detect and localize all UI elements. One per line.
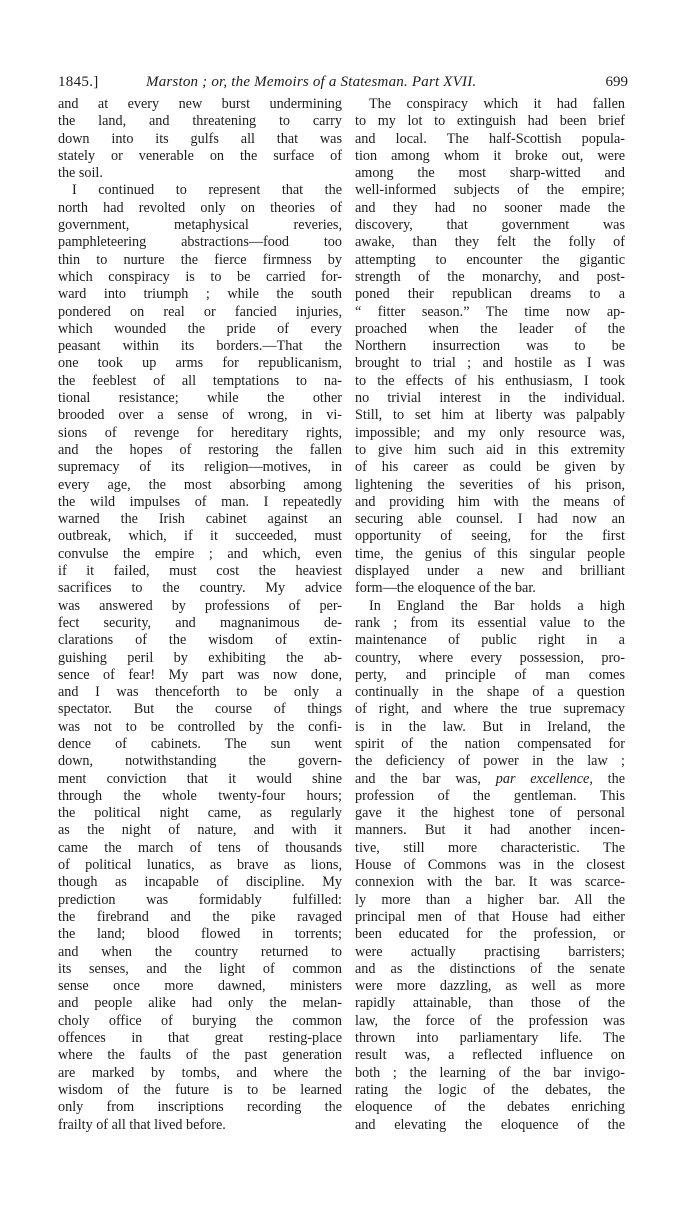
right-text-column: [355, 96, 625, 1134]
text-line: frailty of all that lived before.: [58, 1116, 226, 1133]
text-line: and the hopes of restoring the fallen: [58, 441, 342, 458]
header-year: 1845.]: [58, 74, 99, 90]
text-line: clarations of the wisdom of extin-: [58, 632, 342, 649]
text-line: and they had no sooner made the: [355, 199, 625, 216]
text-line: warned the Irish cabinet against an: [58, 511, 342, 528]
text-line: lightening the severities of his prison,: [355, 476, 625, 493]
text-line: the land, and threatening to carry: [58, 113, 342, 130]
text-line: connexion with the bar. It was scarce-: [355, 874, 625, 891]
text-line: pondered on real or fancied injuries,: [58, 303, 342, 320]
text-line: maintenance of public right in a: [355, 632, 625, 649]
text-line: were actually practising barristers;: [355, 943, 625, 960]
text-line: to give him such aid in this extremity: [355, 441, 625, 458]
text-line: and elevating the eloquence of the: [355, 1116, 625, 1133]
text-line: down into its gulfs all that was: [58, 130, 342, 147]
text-line: result was, a reflected influence on: [355, 1047, 625, 1064]
text-line: the deficiency of power in the law ;: [355, 753, 625, 770]
text-line: spirit of the nation compensated for: [355, 735, 625, 752]
text-line: the land; blood flowed in torrents;: [58, 926, 342, 943]
text-line: continually in the shape of a question: [355, 684, 625, 701]
text-line: its senses, and the light of common: [58, 960, 342, 977]
text-line: profession of the gentleman. This: [355, 787, 625, 804]
text-line: attempting to encounter the gigantic: [355, 251, 625, 268]
text-line: thrown into parliamentary life. The: [355, 1030, 625, 1047]
text-line: the wild impulses of man. I repeatedly: [58, 493, 342, 510]
text-line: thin to nurture the fierce firmness by: [58, 251, 342, 268]
text-line: if it failed, must cost the heaviest: [58, 563, 342, 580]
text-line: to my lot to extinguish had been brief: [355, 113, 625, 130]
text-line: both ; the learning of the bar invigo-: [355, 1064, 625, 1081]
text-line: choly office of burying the common: [58, 1012, 342, 1029]
text-line: I continued to represent that the: [72, 182, 342, 199]
text-line: and people alike had only the melan-: [58, 995, 342, 1012]
text-line: securing able counsel. I had now an: [355, 511, 625, 528]
text-line: tive, still more characteristic. The: [355, 839, 625, 856]
text-line: and local. The half-Scottish popula-: [355, 130, 625, 147]
text-line: of right, and where the true supremacy: [355, 701, 625, 718]
text-line: ly more than a higher bar. All the: [355, 891, 625, 908]
text-line: is in the law. But in Ireland, the: [355, 718, 625, 735]
text-line: opportunity of seeing, for the first: [355, 528, 625, 545]
text-line: Northern insurrection was to be: [355, 338, 625, 355]
text-line: outbreak, which, if it succeeded, must: [58, 528, 342, 545]
text-line: only from inscriptions recording the: [58, 1099, 342, 1116]
text-line: and providing him with the means of: [355, 493, 625, 510]
text-line: pamphleteering abstractions—food too: [58, 234, 342, 251]
text-line: law, the force of the profession was: [355, 1012, 625, 1029]
text-line: government, metaphysical reveries,: [58, 217, 342, 234]
text-line: ward into triumph ; while the south: [58, 286, 342, 303]
text-line: poned their republican dreams to a: [355, 286, 625, 303]
text-line: “ fitter season.” The time now ap-: [355, 303, 625, 320]
text-line: convulse the empire ; and which, even: [58, 545, 342, 562]
text-line: the feeblest of all temptations to na-: [58, 372, 342, 389]
text-line: though as incapable of discipline. My: [58, 874, 342, 891]
text-line: and the bar was, par excellence, the: [355, 770, 625, 787]
text-line: through the whole twenty-four hours;: [58, 787, 342, 804]
text-line: the political night came, as regularly: [58, 805, 342, 822]
text-line: offences in that great resting-place: [58, 1030, 342, 1047]
text-line: Still, to set him at liberty was palpably: [355, 407, 625, 424]
text-line: awake, than they felt the folly of: [355, 234, 625, 251]
text-line: peasant within its borders.—That the: [58, 338, 342, 355]
text-line: where the faults of the past generation: [58, 1047, 342, 1064]
text-line: gave it the highest tone of personal: [355, 805, 625, 822]
page-number: 699: [605, 74, 628, 90]
text-line: impossible; and my only resource was,: [355, 424, 625, 441]
text-line: displayed under a new and brilliant: [355, 563, 625, 580]
text-line: brooded over a sense of wrong, in vi-: [58, 407, 342, 424]
text-line: House of Commons was in the closest: [355, 857, 625, 874]
text-line: discovery, that government was: [355, 217, 625, 234]
text-line: country, where every possession, pro-: [355, 649, 625, 666]
text-line: the soil.: [58, 165, 103, 182]
left-text-column: [58, 96, 342, 1134]
text-line: and as the distinctions of the senate: [355, 960, 625, 977]
text-line: rating the logic of the debates, the: [355, 1081, 625, 1098]
header-title: Marston ; or, the Memoirs of a Statesman. Part XVII.: [146, 74, 477, 90]
text-line: spectator. But the course of things: [58, 701, 342, 718]
text-line: sense once more dawned, ministers: [58, 978, 342, 995]
text-line: were more dazzling, as well as more: [355, 978, 625, 995]
text-line: supremacy of its religion—motives, in: [58, 459, 342, 476]
text-line: of his career as could be given by: [355, 459, 625, 476]
text-line: and at every new burst undermining: [58, 96, 342, 112]
text-line: and when the country returned to: [58, 943, 342, 960]
text-line: brought to trial ; and hostile as I was: [355, 355, 625, 372]
text-line: tion among whom it broke out, were: [355, 147, 625, 164]
text-line: came the march of tens of thousands: [58, 839, 342, 856]
running-head: [58, 70, 628, 94]
text-line: rapidly attainable, than those of the: [355, 995, 625, 1012]
text-line: of political lunatics, as brave as lions,: [58, 857, 342, 874]
text-line: principal men of that House had either: [355, 908, 625, 925]
text-line: among the most sharp-witted and: [355, 165, 625, 182]
text-line: perty, and principle of man comes: [355, 666, 625, 683]
text-line: dence of cabinets. The sun went: [58, 735, 342, 752]
text-line: wisdom of the future is to be learned: [58, 1081, 342, 1098]
text-line: manners. But it had another incen-: [355, 822, 625, 839]
text-line: to the effects of his enthusiasm, I took: [355, 372, 625, 389]
text-line: every age, the most absorbing among: [58, 476, 342, 493]
text-line: which wounded the pride of every: [58, 320, 342, 337]
text-line: sence of fear! My part was now done,: [58, 666, 342, 683]
text-line: north had revolted only on theories of: [58, 199, 342, 216]
text-line: and I was thenceforth to be only a: [58, 684, 342, 701]
text-line: tional resistance; while the other: [58, 390, 342, 407]
text-line: eloquence of the debates enriching: [355, 1099, 625, 1116]
text-line: as the night of nature, and with it: [58, 822, 342, 839]
text-line: stately or venerable on the surface of: [58, 147, 342, 164]
text-line: the firebrand and the pike ravaged: [58, 908, 342, 925]
text-line: form—the eloquence of the bar.: [355, 580, 536, 597]
text-line: time, the genius of this singular people: [355, 545, 625, 562]
text-line: strength of the monarchy, and post-: [355, 268, 625, 285]
text-line: are marked by tombs, and where the: [58, 1064, 342, 1081]
text-line: In England the Bar holds a high: [369, 597, 625, 614]
text-line: was answered by professions of per-: [58, 597, 342, 614]
text-line: ment conviction that it would shine: [58, 770, 342, 787]
text-line: proached when the leader of the: [355, 320, 625, 337]
text-line: been educated for the profession, or: [355, 926, 625, 943]
text-line: sacrifices to the country. My advice: [58, 580, 342, 597]
text-line: down, notwithstanding the govern-: [58, 753, 342, 770]
text-line: guishing peril by exhibiting the ab-: [58, 649, 342, 666]
text-line: was not to be controlled by the confi-: [58, 718, 342, 735]
text-line: well-informed subjects of the empire;: [355, 182, 625, 199]
text-line: sions of revenge for hereditary rights,: [58, 424, 342, 441]
text-line: no trivial interest in the individual.: [355, 390, 625, 407]
text-line: prediction was formidably fulfilled:: [58, 891, 342, 908]
text-line: fect security, and magnanimous de-: [58, 614, 342, 631]
text-line: which conspiracy is to be carried for-: [58, 268, 342, 285]
text-line: one took up arms for republicanism,: [58, 355, 342, 372]
text-line: rank ; from its essential value to the: [355, 614, 625, 631]
text-line: The conspiracy which it had fallen: [369, 96, 625, 112]
